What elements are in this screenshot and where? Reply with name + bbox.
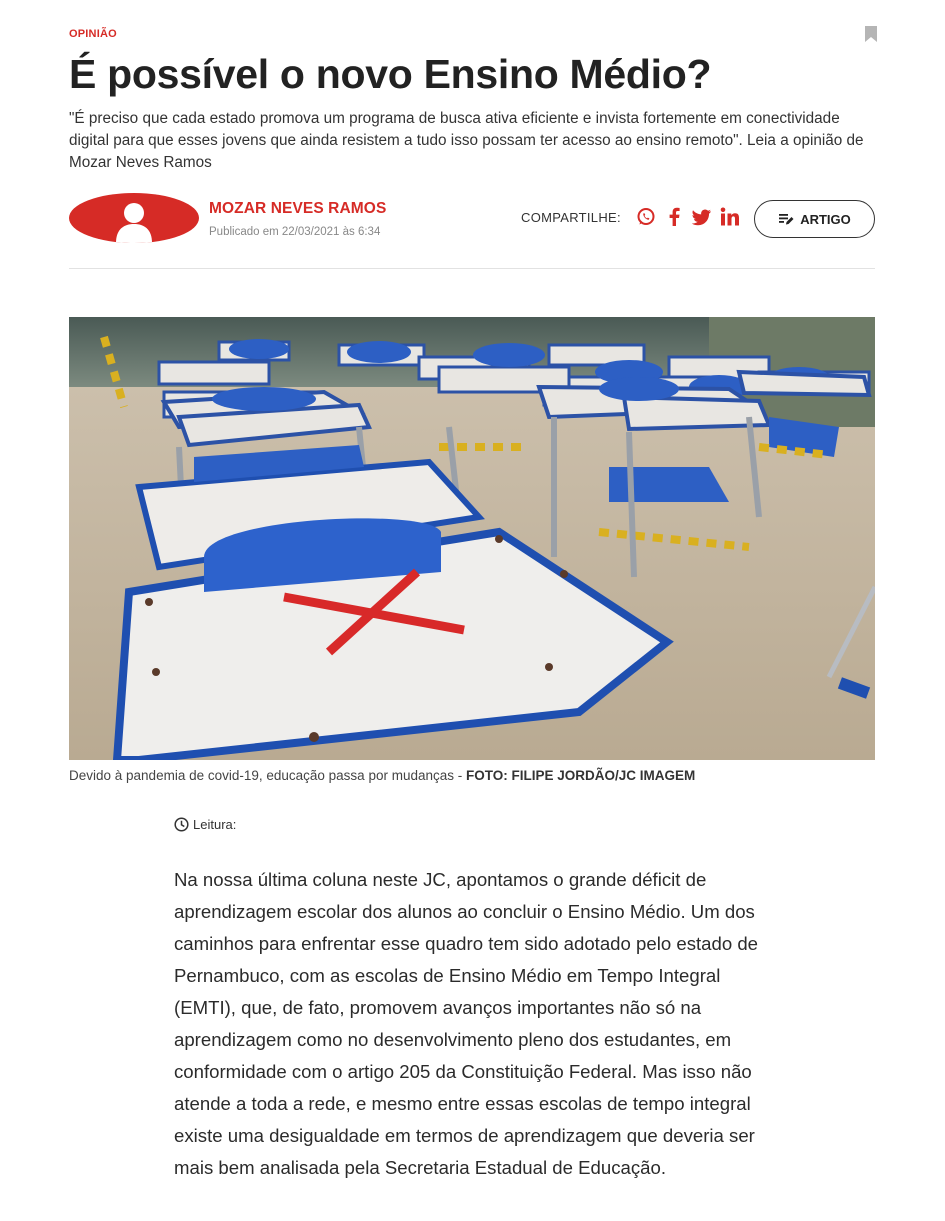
facebook-icon[interactable] xyxy=(663,206,685,228)
photo-credit: FOTO: FILIPE JORDÃO/JC IMAGEM xyxy=(466,768,696,783)
whatsapp-icon[interactable] xyxy=(635,206,657,228)
article-type-label: ARTIGO xyxy=(800,211,851,227)
twitter-icon[interactable] xyxy=(691,206,713,228)
user-silhouette-icon xyxy=(114,201,154,243)
clock-icon xyxy=(174,817,189,832)
publish-date: Publicado em 22/03/2021 às 6:34 xyxy=(209,226,381,238)
share-icons xyxy=(635,205,747,229)
classroom-photo[interactable] xyxy=(69,317,875,760)
bookmark-icon[interactable] xyxy=(864,25,878,43)
edit-document-icon xyxy=(778,212,794,226)
page-title: É possível o novo Ensino Médio? xyxy=(69,51,712,97)
reading-label: Leitura: xyxy=(193,817,237,832)
linkedin-icon[interactable] xyxy=(719,206,741,228)
photo-caption xyxy=(69,768,695,783)
avatar[interactable] xyxy=(69,193,199,243)
caption-text: Devido à pandemia de covid-19, educação passa por mudanças - xyxy=(69,768,466,783)
share-label: COMPARTILHE: xyxy=(521,210,621,225)
author-name[interactable]: MOZAR NEVES RAMOS xyxy=(209,200,387,217)
divider xyxy=(69,268,875,269)
reading-time xyxy=(174,817,236,832)
article-body: Na nossa última coluna neste JC, apontamos o grande déficit de aprendizagem escolar dos alunos ao concluir o Ensino Médio. Um dos caminhos para enfrentar esse quadro tem sido adotado pelo estado de Pernambuco, com as escolas de Ensino Médio em Tempo Integral (EMTI), que, de fato, promovem avanços importantes não só na aprendizagem como no desenvolvimento pleno dos estudantes, em conformidade com o artigo 205 da Constituição Federal. Mas isso não atende a toda a rede, e mesmo entre essas escolas de tempo integral existe uma desigualdade em termos de aprendizagem que deveria ser mais bem analisada pela Secretaria Estadual de Educação. xyxy=(174,869,759,1178)
category-label[interactable]: OPINIÃO xyxy=(69,28,117,40)
article-type-button[interactable] xyxy=(754,200,875,238)
author-bar xyxy=(69,193,875,245)
article-summary: "É preciso que cada estado promova um programa de busca ativa eficiente e invista fortemente em conectividade digital para que esses jovens que ainda resistem a tudo isso possam ter acesso ao ensino remoto". Leia a opinião de Mozar Neves Ramos xyxy=(69,110,864,171)
